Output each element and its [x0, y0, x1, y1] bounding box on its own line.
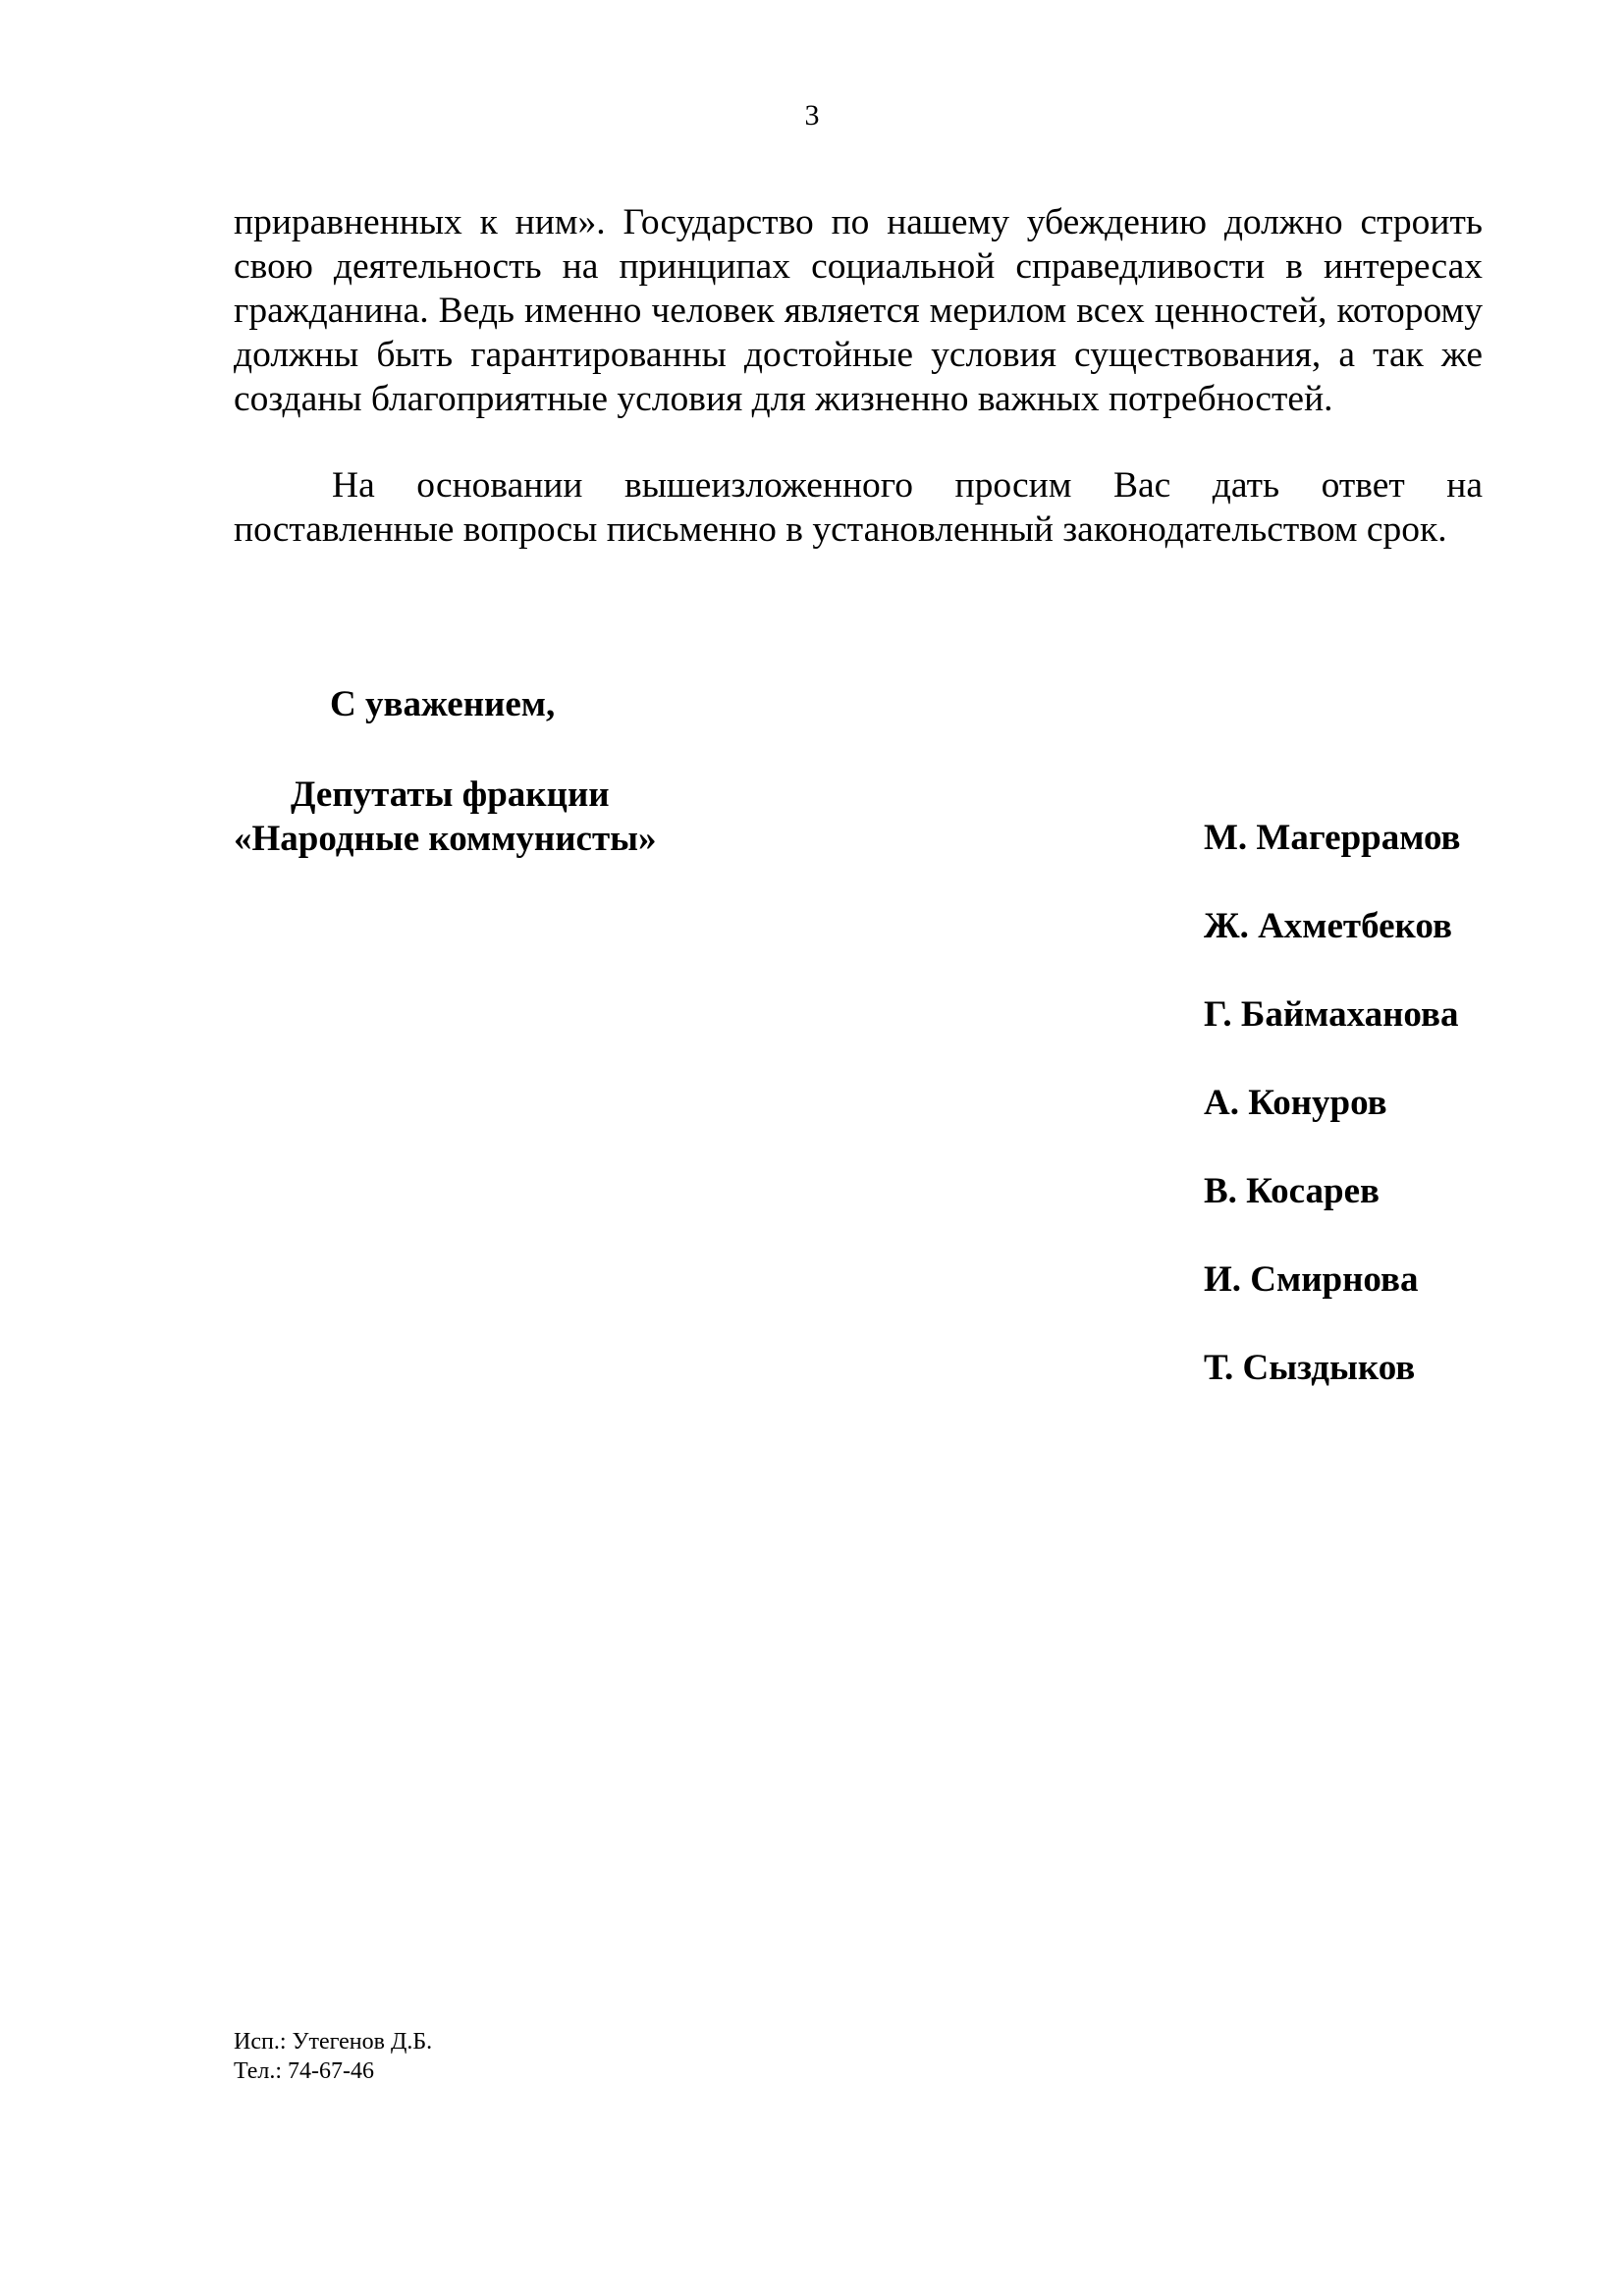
footer-phone: Тел.: 74-67-46 [234, 2058, 375, 2084]
faction-block [234, 773, 657, 861]
signatory-name: А. Конуров [1204, 1083, 1387, 1123]
signatory-name: Г. Баймаханова [1204, 994, 1459, 1035]
footer-executor: Исп.: Утегенов Д.Б. [234, 2029, 433, 2055]
signatory-name: Т. Сыздыков [1204, 1348, 1416, 1388]
signatory-name: М. Магеррамов [1204, 818, 1461, 858]
page-number: 3 [804, 99, 820, 132]
footer-contact [234, 2027, 432, 2086]
body-paragraph-2: На основании вышеизложенного просим Вас дать ответ на поставленные вопросы письменно в установленный законодательством срок. [234, 465, 1483, 550]
closing-salutation: С уважением, [330, 684, 556, 724]
signatory-name: И. Смирнова [1204, 1259, 1419, 1300]
faction-name: «Народные коммунисты» [234, 819, 657, 859]
faction-title: Депутаты фракции [291, 774, 610, 815]
body-paragraph-1: приравненных к ним». Государство по нашему убеждению должно строить свою деятельность на принципах социальной справедливости в интересах гражданина. Ведь именно человек является мерилом всех ценностей, которому должны быть гарантированны достойные условия существования, а так же созданы благоприятные условия для жизненно важных потребностей. [234, 202, 1483, 419]
signatory-name: В. Косарев [1204, 1171, 1380, 1211]
signatory-name: Ж. Ахметбеков [1204, 906, 1452, 946]
signatories-list [1204, 817, 1461, 1435]
